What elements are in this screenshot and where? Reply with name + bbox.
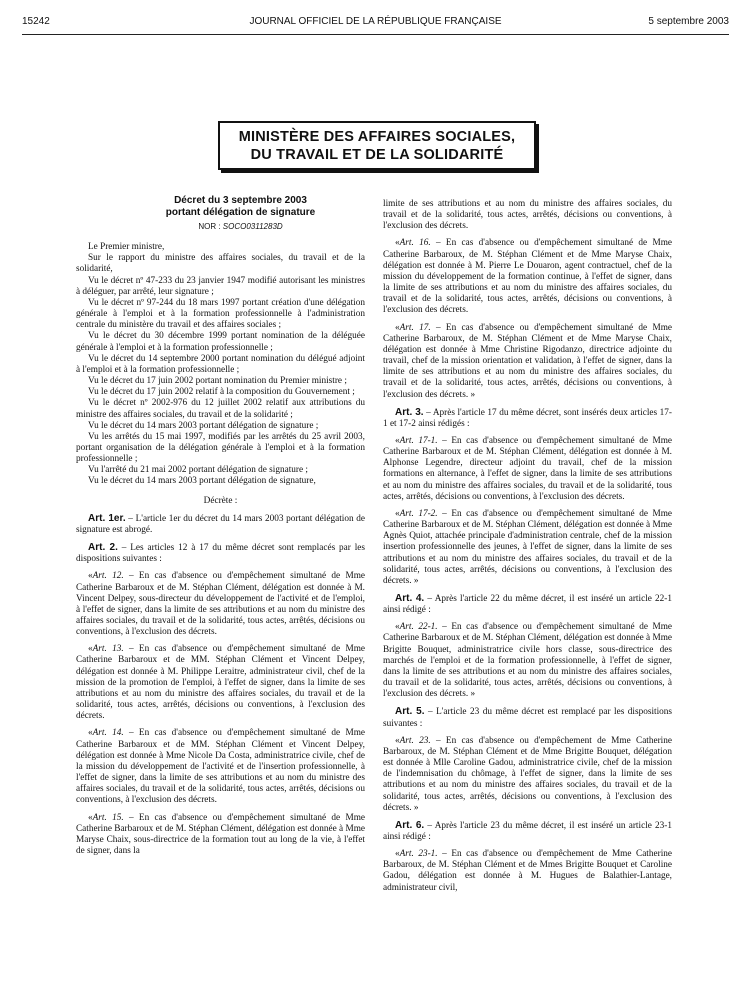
article-6 [383, 820, 672, 843]
article-15-label: Art. 15. [92, 812, 124, 823]
article-4 [383, 593, 672, 616]
article-1 [76, 513, 365, 536]
article-15-text: – En cas d'absence ou d'empêchement simultané de Mme Catherine Barbaroux et de M. Stéphan Clément, délégation est donnée à Mme Maryse Chaix, sous-directrice de la formation tout au long de la vie, à l'effet de signer, dans la [76, 812, 365, 856]
visa-paragraph: Vu le décret nº 47-233 du 23 janvier 1947 modifié autorisant les ministres à déléguer, par arrêté, leur signature ; [76, 275, 365, 297]
visa-paragraph: Vu le décret du 14 septembre 2000 portant nomination du délégué adjoint à l'emploi et à la formation professionnelle ; [76, 353, 365, 375]
article-2 [76, 542, 365, 565]
page-header [22, 16, 729, 32]
article-14-label: Art. 14. [92, 728, 124, 739]
decree-title [116, 195, 365, 219]
article-17-label: Art. 17. [399, 322, 431, 333]
visa-paragraph: Vu le décret du 17 juin 2002 relatif à la composition du Gouvernement ; [88, 387, 355, 398]
article-16-label: Art. 16. [399, 238, 431, 249]
article-13-label: Art. 13. [92, 644, 124, 655]
ministry-heading-box [218, 121, 536, 170]
visa-paragraph: Vu le décret nº 2002-976 du 12 juillet 2002 relatif aux attributions du ministre des affaires sociales, du travail et de la solidarité ; [76, 398, 365, 420]
article-3-heading: Art. 3. [395, 406, 424, 418]
ministry-line-2: DU TRAVAIL ET DE LA SOLIDARITÉ [250, 146, 504, 163]
article-17-2: «Art. 17-2. – En cas d'absence ou d'empêchement simultané de Mme Catherine Barbaroux et de M. Stéphan Clément, délégation est donnée à Mme Agnès Quiot, attachée principale d'administration centrale, chef de la mission insertion professionnelle des jeunes, à l'effet de signer, dans la limite de ses attributions et au nom du ministre des affaires sociales, du travail et de la solidarité, tous actes, arrêtés, décisions ou conventions, à l'exclusion des décrets. » [383, 508, 673, 586]
ministry-line-1: MINISTÈRE DES AFFAIRES SOCIALES, [238, 128, 516, 145]
article-5 [383, 706, 672, 729]
article-16-text: – En cas d'absence ou d'empêchement simultané de Mme Catherine Barbaroux, de M. Stéphan Clément et de Mme Maryse Chaix, délégation est donnée à M. Pierre Le Douaron, agent contractuel, chef de la mission du développement de la formation continue, à l'effet de signer, dans la limite de ses attributions et au nom du ministre des affaires sociales, du travail et de la solidarité, tous actes, arrêtés, décisions ou conventions, à l'exclusion des décrets. [383, 238, 672, 316]
visa-paragraph: Vu le décret nº 97-244 du 18 mars 1997 portant création d'une délégation générale à l'emploi et à la formation professionnelle à l'administration centrale du ministère du travail et des affaires sociales ; [76, 297, 365, 331]
visa-paragraph: Vu le décret du 17 juin 2002 portant nomination du Premier ministre ; [88, 376, 347, 387]
article-1-heading: Art. 1er. [88, 512, 126, 524]
article-14: «Art. 14. – En cas d'absence ou d'empêchement simultané de Mme Catherine Barbaroux et de MM. Stéphan Clément et Vincent Delpey, délégation est donnée à Mme Nicole Da Costa, administratrice civile, chef de la mission du développement de l'activité et de l'insertion professionnelle, à l'effet de signer, dans la limite de ses attributions et au nom du ministre des affaires sociales, du travail et de la solidarité, tous actes, arrêtés, décisions ou conventions, à l'exclusion des décrets. [76, 728, 365, 806]
visa-paragraph: Vu le décret du 30 décembre 1999 portant nomination de la déléguée générale à l'emploi et à la formation professionnelle ; [76, 331, 365, 353]
journal-title: JOURNAL OFFICIEL DE LA RÉPUBLIQUE FRANÇAISE [249, 16, 502, 27]
visa-paragraph: Vu les arrêtés du 15 mai 1997, modifiés par les arrêtés du 25 avril 2003, portant organisation de la délégation générale à l'emploi et à la formation professionnelle ; [76, 431, 365, 465]
article-17: «Art. 17. – En cas d'absence ou d'empêchement simultané de Mme Catherine Barbaroux, de M. Stéphan Clément et de Mme Maryse Chaix, délégation est donnée à Mme Christine Rigodanzo, directrice adjointe du travail, chef de la mission orientation et validation, à l'effet de signer, dans la limite de ses attributions et au nom du ministre des affaires sociales, du travail et de la solidarité, tous actes, arrêtés, décisions ou conventions, à l'exclusion des décrets. » [383, 322, 672, 400]
article-22-1-text: – En cas d'absence ou d'empêchement simultané de Mme Catherine Barbaroux et de M. Stéphan Clément, délégation est donnée à Mme Brigitte Bouquet, administratrice civile hors classe, sous-directrice des marchés de l'emploi et de la formation professionnelle, à l'effet de signer, dans la limite de ses attributions et au nom du ministre des affaires sociales, du travail et de la solidarité, tous actes, arrêtés, décisions ou conventions, à l'exclusion des décrets. » [383, 622, 673, 700]
visa-paragraph: Vu le décret du 14 mars 2003 portant délégation de signature, [88, 476, 316, 487]
article-23: «Art. 23. – En cas d'absence ou d'empêchement de Mme Catherine Barbaroux, de M. Stéphan Clément et de Mme Brigitte Bouquet, délégation est donnée à Mlle Caroline Gadou, administratrice civile, chef de la mission de l'indemnisation du chômage, à l'effet de signer, dans la limite de ses attributions et au nom du ministre des affaires sociales, du travail et de la solidarité, tous actes, arrêtés, décisions ou conventions, à l'exclusion des décrets. » [383, 735, 672, 813]
article-5-text: – L'article 23 du même décret est remplacé par les dispositions suivantes : [383, 707, 673, 729]
visa-paragraph: Sur le rapport du ministre des affaires sociales, du travail et de la solidarité, [76, 253, 365, 275]
article-22-1: «Art. 22-1. – En cas d'absence ou d'empêchement simultané de Mme Catherine Barbaroux et de M. Stéphan Clément, délégation est donnée à Mme Brigitte Bouquet, administratrice civile hors classe, sous-directrice des marchés de l'emploi et de la formation professionnelle, à l'effet de signer, dans la limite de ses attributions et au nom du ministre des affaires sociales, du travail et de la solidarité, tous actes, arrêtés, décisions ou conventions, à l'exclusion des décrets. » [383, 622, 673, 700]
article-17-text: – En cas d'absence ou d'empêchement simultané de Mme Catherine Barbaroux, de M. Stéphan Clément et de Mme Maryse Chaix, délégation est donnée à Mme Christine Rigodanzo, directrice adjointe du travail, chef de la mission orientation et validation, à l'effet de signer, dans la limite de ses attributions et au nom du ministre des affaires sociales, du travail et de la solidarité, tous actes, arrêtés, décisions ou conventions, à l'exclusion des décrets. » [383, 322, 672, 400]
article-6-text: – Après l'article 23 du même décret, il est inséré un article 23-1 ainsi rédigé : [383, 820, 672, 842]
article-17-2-label: Art. 17-2. [399, 508, 438, 519]
article-17-1-label: Art. 17-1. [399, 435, 438, 446]
article-14-text: – En cas d'absence ou d'empêchement simultané de Mme Catherine Barbaroux et de MM. Stéphan Clément et Vincent Delpey, délégation est donnée à Mme Nicole Da Costa, administratrice civile, chef de la mission du développement de l'activité et de l'insertion professionnelle, à l'effet de signer, dans la limite de ses attributions et au nom du ministre des affaires sociales, du travail et de la solidarité, tous actes, arrêtés, décisions ou conventions, à l'exclusion des décrets. [76, 728, 365, 806]
article-1-text: – L'article 1er du décret du 14 mars 2003 portant délégation de signature est abrogé. [76, 513, 366, 535]
article-3-text: – Après l'article 17 du même décret, sont insérés deux articles 17-1 et 17-2 ainsi rédigés : [383, 407, 672, 429]
article-13-text: – En cas d'absence ou d'empêchement simultané de Mme Catherine Barbaroux et de MM. Stéphan Clément et Vincent Delpey, délégation est donnée à M. Philippe Leraitre, administrateur civil, chef de la mission de la promotion de l'emploi, à l'effet de signer, dans la limite de ses attributions et au nom du ministre des affaires sociales, du travail et de la solidarité, tous actes, arrêtés, décisions ou conventions, à l'exclusion des décrets. [76, 644, 365, 722]
publication-date: 5 septembre 2003 [648, 16, 729, 27]
article-6-heading: Art. 6. [395, 819, 425, 831]
article-23-label: Art. 23. [399, 735, 431, 746]
article-23-1: «Art. 23-1. – En cas d'absence ou d'empêchement de Mme Catherine Barbaroux, de M. Stéphan Clément et de Mmes Brigitte Bouquet et Caroline Gadou, délégation est donnée à M. Hugues de Balathier-Lantage, administrateur civil, [383, 849, 672, 893]
nor-code: SOCO0311283D [222, 222, 283, 231]
visa-paragraph: Le Premier ministre, [88, 242, 165, 253]
article-2-heading: Art. 2. [88, 542, 118, 554]
article-12-text: – En cas d'absence ou d'empêchement simultané de Mme Catherine Barbaroux et de M. Stéphan Clément, délégation est donnée à M. Vincent Delpey, sous-directeur du développement de l'activité et de l'emploi, à l'effet de signer, dans la limite de ses attributions et au nom du ministre des affaires sociales, du travail et de la solidarité, tous actes, arrêtés, décisions ou conventions, à l'exclusion des décrets. [76, 571, 365, 638]
decrete-line: Décrète : [203, 495, 238, 506]
article-23-1-text: – En cas d'absence ou d'empêchement de Mme Catherine Barbaroux, de M. Stéphan Clément et de Mmes Brigitte Bouquet et Caroline Gadou, délégation est donnée à M. Hugues de Balathier-Lantage, administrateur civil, [383, 849, 672, 893]
continued-text: limite de ses attributions et au nom du ministre des affaires sociales, du travail et de la solidarité, tous actes, arrêtés, décisions ou conventions, à l'exclusion des décrets. [383, 199, 672, 232]
decree-title-line-1: Décret du 3 septembre 2003 [174, 195, 307, 206]
article-17-1-text: – En cas d'absence ou d'empêchement simultané de Mme Catherine Barbaroux et de M. Stéphan Clément, délégation est donnée à M. Alphonse Legendre, directeur adjoint du travail, chef de la mission formations en alternance, à l'effet de signer, dans la limite de ses attributions et au nom du ministre des affaires sociales, du travail et de la solidarité, tous actes, arrêtés, décisions ou conventions, à l'exclusion des décrets. [383, 435, 673, 502]
article-17-2-text: – En cas d'absence ou d'empêchement simultané de Mme Catherine Barbaroux et de M. Stéphan Clément, délégation est donnée à Mme Agnès Quiot, attachée principale d'administration centrale, chef de la mission insertion professionnelle des jeunes, à l'effet de signer, dans la limite de ses attributions et au nom du ministre des affaires sociales, du travail et de la solidarité, tous actes, arrêtés, décisions ou conventions, à l'exclusion des décrets. » [383, 508, 673, 586]
article-22-1-label: Art. 22-1. [399, 622, 438, 633]
article-13: «Art. 13. – En cas d'absence ou d'empêchement simultané de Mme Catherine Barbaroux et de MM. Stéphan Clément et Vincent Delpey, délégation est donnée à M. Philippe Leraitre, administrateur civil, chef de la mission de la promotion de l'emploi, à l'effet de signer, dans la limite de ses attributions et au nom du ministre des affaires sociales, du travail et de la solidarité, tous actes, arrêtés, décisions ou conventions, à l'exclusion des décrets. [76, 644, 365, 722]
article-12-label: Art. 12. [92, 571, 124, 582]
article-12: «Art. 12. – En cas d'absence ou d'empêchement simultané de Mme Catherine Barbaroux et de M. Stéphan Clément, délégation est donnée à M. Vincent Delpey, sous-directeur du développement de l'activité et de l'emploi, à l'effet de signer, dans la limite de ses attributions et au nom du ministre des affaires sociales, du travail et de la solidarité, tous actes, arrêtés, décisions ou conventions, à l'exclusion des décrets. [76, 571, 365, 638]
article-23-text: – En cas d'absence ou d'empêchement de Mme Catherine Barbaroux, de M. Stéphan Clément et de Mme Brigitte Bouquet, délégation est donnée à Mlle Caroline Gadou, administratrice civile, chef de la mission de l'indemnisation du chômage, à l'effet de signer, dans la limite de ses attributions et au nom du ministre des affaires sociales, du travail et de la solidarité, tous actes, arrêtés, décisions ou conventions, à l'exclusion des décrets. » [383, 735, 672, 813]
article-15: «Art. 15. – En cas d'absence ou d'empêchement simultané de Mme Catherine Barbaroux et de M. Stéphan Clément, délégation est donnée à Mme Maryse Chaix, sous-directrice de la formation tout au long de la vie, à l'effet de signer, dans la [76, 812, 365, 856]
article-3 [383, 407, 672, 430]
article-4-heading: Art. 4. [395, 593, 425, 604]
article-4-text: – Après l'article 22 du même décret, il est inséré un article 22-1 ainsi rédigé : [383, 594, 672, 616]
visa-paragraph: Vu l'arrêté du 21 mai 2002 portant délégation de signature ; [88, 465, 308, 476]
article-16: «Art. 16. – En cas d'absence ou d'empêchement simultané de Mme Catherine Barbaroux, de M. Stéphan Clément et de Mme Maryse Chaix, délégation est donnée à M. Pierre Le Douaron, agent contractuel, chef de la mission du développement de la formation continue, à l'effet de signer, dans la limite de ses attributions et au nom du ministre des affaires sociales, du travail et de la solidarité, tous actes, arrêtés, décisions ou conventions, à l'exclusion des décrets. [383, 238, 672, 316]
nor-label: NOR : [198, 222, 221, 231]
article-2-text: – Les articles 12 à 17 du même décret sont remplacés par les dispositions suivantes : [76, 543, 366, 565]
page-number: 15242 [22, 16, 50, 27]
article-17-1: «Art. 17-1. – En cas d'absence ou d'empêchement simultané de Mme Catherine Barbaroux et de M. Stéphan Clément, délégation est donnée à M. Alphonse Legendre, directeur adjoint du travail, chef de la mission formations en alternance, à l'effet de signer, dans la limite de ses attributions et au nom du ministre des affaires sociales, du travail et de la solidarité, tous actes, arrêtés, décisions ou conventions, à l'exclusion des décrets. [383, 435, 673, 502]
visa-paragraph: Vu le décret du 14 mars 2003 portant délégation de signature ; [88, 420, 319, 431]
header-rule [22, 34, 729, 35]
right-column [383, 199, 672, 894]
decree-title-line-2: portant délégation de signature [165, 207, 316, 218]
article-23-1-label: Art. 23-1. [399, 849, 438, 860]
left-column [76, 195, 365, 857]
article-5-heading: Art. 5. [395, 706, 425, 718]
nor-reference [116, 221, 365, 232]
